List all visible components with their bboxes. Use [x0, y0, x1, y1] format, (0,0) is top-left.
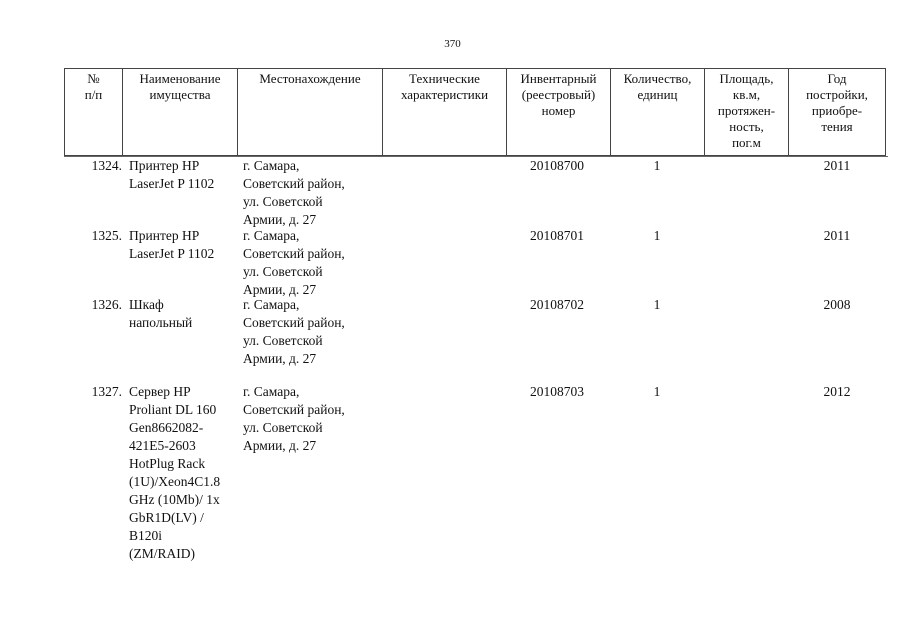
header-name-line: имущества — [149, 87, 211, 102]
header-location — [238, 69, 383, 157]
header-year-line: Год — [827, 71, 847, 86]
header-area — [705, 69, 789, 157]
header-num — [65, 69, 123, 157]
header-quantity-line: единиц — [637, 87, 678, 102]
header-year-line: постройки, — [806, 87, 868, 102]
location-line: ул. Советской — [243, 420, 323, 435]
location-line: Советский район, — [243, 246, 345, 261]
item-name — [129, 296, 239, 332]
item-name-line: B120i — [129, 528, 163, 543]
item-location — [243, 296, 383, 368]
location-line: Армии, д. 27 — [243, 351, 317, 366]
inventory-number: 20108702 — [530, 297, 584, 312]
item-name — [129, 383, 239, 563]
header-inventory-line: Инвентарный — [520, 71, 597, 86]
row-number: 1326. — [91, 297, 122, 312]
item-location — [243, 227, 383, 299]
year: 2011 — [823, 228, 851, 243]
header-tech — [383, 69, 507, 157]
row-number: 1325. — [91, 228, 122, 243]
location-line: Армии, д. 27 — [243, 282, 317, 297]
header-quantity — [611, 69, 705, 157]
item-name-line: Proliant DL 160 — [129, 402, 217, 417]
item-name-line: напольный — [129, 315, 193, 330]
year: 2008 — [823, 297, 851, 312]
item-name-line: LaserJet P 1102 — [129, 176, 215, 191]
quantity: 1 — [653, 384, 661, 399]
inventory-number: 20108700 — [530, 158, 584, 173]
header-area-line: кв.м, — [732, 87, 761, 102]
item-name-line: HotPlug Rack — [129, 456, 206, 471]
item-name-line: 421E5-2603 — [129, 438, 196, 453]
location-line: Советский район, — [243, 176, 345, 191]
quantity: 1 — [653, 158, 661, 173]
item-name-line: Принтер HP — [129, 158, 200, 173]
item-name — [129, 227, 239, 263]
item-name-line: (ZM/RAID) — [129, 546, 195, 561]
item-name-line: Принтер HP — [129, 228, 200, 243]
location-line: г. Самара, — [243, 158, 300, 173]
header-name-line: Наименование — [139, 71, 221, 86]
location-line: Советский район, — [243, 402, 345, 417]
header-inventory-line: номер — [541, 103, 576, 118]
item-name-line: GHz (10Mb)/ 1x — [129, 492, 220, 507]
item-location — [243, 157, 383, 229]
location-line: ул. Советской — [243, 264, 323, 279]
header-num-line: п/п — [84, 87, 103, 102]
year: 2012 — [823, 384, 851, 399]
header-area-line: Площадь, — [719, 71, 774, 86]
location-line: Советский район, — [243, 315, 345, 330]
header-year — [789, 69, 885, 157]
year: 2011 — [823, 158, 851, 173]
header-quantity-line: Количество, — [623, 71, 692, 86]
location-line: г. Самара, — [243, 297, 300, 312]
item-name-line: (1U)/Xeon4C1.8 — [129, 474, 221, 489]
item-name-line: LaserJet P 1102 — [129, 246, 215, 261]
header-location-line: Местонахождение — [259, 71, 361, 86]
header-inventory — [507, 69, 611, 157]
page-number: 370 — [444, 38, 461, 50]
inventory-number: 20108703 — [530, 384, 584, 399]
location-line: ул. Советской — [243, 333, 323, 348]
header-area-line: пог.м — [732, 135, 761, 150]
header-name — [123, 69, 238, 157]
header-num-line: № — [87, 71, 100, 86]
header-area-line: протяжен- — [717, 103, 776, 118]
item-name-line: Gen8662082- — [129, 420, 204, 435]
quantity: 1 — [653, 228, 661, 243]
header-inventory-line: (реестровый) — [521, 87, 596, 102]
table-header — [64, 68, 886, 156]
quantity: 1 — [653, 297, 661, 312]
item-name-line: GbR1D(LV) / — [129, 510, 204, 525]
header-tech-line: Технические — [409, 71, 480, 86]
location-line: Армии, д. 27 — [243, 212, 317, 227]
location-line: г. Самара, — [243, 384, 300, 399]
location-line: Армии, д. 27 — [243, 438, 317, 453]
header-tech-line: характеристики — [400, 87, 489, 102]
item-name — [129, 157, 239, 193]
header-year-line: приобре- — [811, 103, 863, 118]
row-number: 1327. — [91, 384, 122, 399]
item-location — [243, 383, 383, 455]
header-year-line: тения — [821, 119, 853, 134]
location-line: г. Самара, — [243, 228, 300, 243]
inventory-number: 20108701 — [530, 228, 584, 243]
row-number: 1324. — [91, 158, 122, 173]
item-name-line: Сервер HP — [129, 384, 191, 399]
item-name-line: Шкаф — [129, 297, 164, 312]
header-area-line: ность, — [729, 119, 764, 134]
location-line: ул. Советской — [243, 194, 323, 209]
